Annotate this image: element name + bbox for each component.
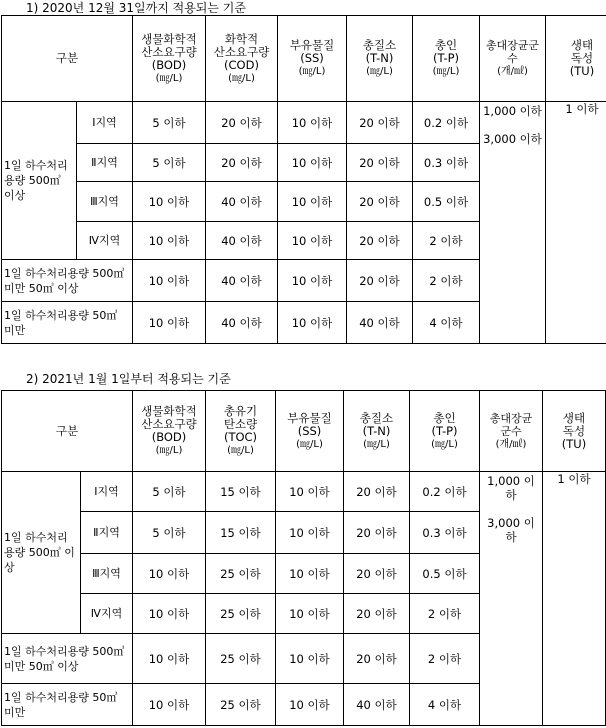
ss-value: 10 이하 — [278, 302, 347, 344]
tp-value: 4 이하 — [410, 684, 480, 726]
header-coliform: 총대장균군 수 (개/㎖) — [480, 16, 546, 102]
zone-label: Ⅳ지역 — [81, 594, 133, 634]
tn-value: 20 이하 — [347, 222, 413, 260]
toc-value: 25 이하 — [206, 684, 276, 726]
tp-value: 2 이하 — [413, 260, 480, 302]
ss-value: 10 이하 — [278, 260, 347, 302]
tp-value: 0.3 이하 — [413, 144, 480, 182]
header-toc: 총유기 탄소량 (TOC) (㎎/L) — [206, 391, 276, 472]
header-tn: 총질소 (T-N) (㎎/L) — [344, 391, 410, 472]
group-label: 1일 하수처리용량 500㎥ 이상 — [2, 472, 81, 634]
tn-value: 20 이하 — [347, 260, 413, 302]
tn-value: 20 이하 — [347, 102, 413, 144]
table-row — [2, 472, 606, 512]
small-capacity-label: 1일 하수처리용량 50㎥ 미만 — [2, 302, 133, 344]
toc-value: 25 이하 — [206, 554, 276, 594]
ss-value: 10 이하 — [278, 102, 347, 144]
bod-value: 10 이하 — [133, 182, 206, 222]
bod-value: 10 이하 — [133, 554, 206, 594]
zone-label: Ⅰ지역 — [77, 102, 133, 144]
ss-value: 10 이하 — [278, 222, 347, 260]
bod-value: 10 이하 — [133, 594, 206, 634]
ss-value: 10 이하 — [278, 144, 347, 182]
tn-value: 40 이하 — [347, 302, 413, 344]
tn-value: 20 이하 — [347, 182, 413, 222]
section2-table — [1, 390, 606, 726]
tp-value: 2 이하 — [413, 222, 480, 260]
header-ss: 부유물질 (SS) (㎎/L) — [278, 16, 347, 102]
mid-capacity-label: 1일 하수처리용량 500㎥ 미만 50㎥ 이상 — [2, 260, 133, 302]
zone-label: Ⅱ지역 — [81, 512, 133, 554]
zone-label: Ⅰ지역 — [81, 472, 133, 512]
bod-value: 10 이하 — [133, 260, 206, 302]
cod-value: 20 이하 — [206, 144, 278, 182]
tp-value: 0.2 이하 — [410, 472, 480, 512]
bod-value: 10 이하 — [133, 684, 206, 726]
tp-value: 4 이하 — [413, 302, 480, 344]
tp-value: 0.5 이하 — [410, 554, 480, 594]
toc-value: 25 이하 — [206, 594, 276, 634]
header-tp: 총인 (T-P) (㎎/L) — [410, 391, 480, 472]
tn-value: 20 이하 — [344, 512, 410, 554]
bod-value: 5 이하 — [133, 102, 206, 144]
header-coliform: 총대장균 군수 (개/㎖) — [480, 391, 543, 472]
bod-value: 5 이하 — [133, 512, 206, 554]
zone-label: Ⅱ지역 — [77, 144, 133, 182]
toc-value: 15 이하 — [206, 472, 276, 512]
tp-value: 0.2 이하 — [413, 102, 480, 144]
cod-value: 20 이하 — [206, 102, 278, 144]
header-tp: 총인 (T-P) (㎎/L) — [413, 16, 480, 102]
ss-value: 10 이하 — [276, 512, 344, 554]
ss-value: 10 이하 — [276, 684, 344, 726]
header-toxicity: 생태 독성 (TU) — [546, 16, 606, 102]
cod-value: 40 이하 — [206, 222, 278, 260]
small-capacity-label: 1일 하수처리용량 50㎥ 미만 — [2, 684, 133, 726]
coliform-value-2: 3,000 이하 — [483, 132, 542, 146]
cod-value: 40 이하 — [206, 260, 278, 302]
tp-value: 2 이하 — [410, 594, 480, 634]
toxicity-value: 1 이하 — [546, 102, 606, 344]
header-toxicity: 생태 독성 (TU) — [543, 391, 606, 472]
header-bod: 생물화학적 산소요구량 (BOD) (㎎/L) — [133, 391, 206, 472]
tn-value: 20 이하 — [344, 634, 410, 684]
header-category: 구분 — [2, 391, 133, 472]
bod-value: 10 이하 — [133, 302, 206, 344]
tp-value: 2 이하 — [410, 634, 480, 684]
coliform-values — [480, 472, 543, 726]
zone-label: Ⅲ지역 — [77, 182, 133, 222]
group-label: 1일 하수처리용량 500㎥ 이상 — [2, 102, 77, 260]
tn-value: 20 이하 — [344, 594, 410, 634]
coliform-value-2: 3,000 이하 — [487, 516, 535, 544]
section2-title: 2) 2021년 1월 1일부터 적용되는 기준 — [26, 372, 231, 386]
tn-value: 20 이하 — [347, 144, 413, 182]
header-bod: 생물화학적 산소요구량 (BOD) (㎎/L) — [133, 16, 206, 102]
tn-value: 20 이하 — [344, 472, 410, 512]
header-ss: 부유물질 (SS) (㎎/L) — [276, 391, 344, 472]
bod-value: 5 이하 — [133, 472, 206, 512]
tp-value: 0.3 이하 — [410, 512, 480, 554]
tn-value: 20 이하 — [344, 554, 410, 594]
header-cod: 화학적 산소요구량 (COD) (㎎/L) — [206, 16, 278, 102]
header-tn: 총질소 (T-N) (㎎/L) — [347, 16, 413, 102]
mid-capacity-label: 1일 하수처리용량 500㎥ 미만 50㎥ 이상 — [2, 634, 133, 684]
table-row — [2, 102, 606, 144]
section1-table — [1, 15, 606, 344]
toc-value: 15 이하 — [206, 512, 276, 554]
header-category: 구분 — [2, 16, 133, 102]
toc-value: 25 이하 — [206, 634, 276, 684]
ss-value: 10 이하 — [276, 472, 344, 512]
tn-value: 40 이하 — [344, 684, 410, 726]
toxicity-value: 1 이하 — [543, 472, 606, 726]
ss-value: 10 이하 — [276, 554, 344, 594]
tp-value: 0.5 이하 — [413, 182, 480, 222]
bod-value: 10 이하 — [133, 634, 206, 684]
section1-title: 1) 2020년 12월 31일까지 적용되는 기준 — [26, 1, 246, 15]
cod-value: 40 이하 — [206, 182, 278, 222]
bod-value: 10 이하 — [133, 222, 206, 260]
zone-label: Ⅲ지역 — [81, 554, 133, 594]
coliform-value-1: 1,000 이하 — [487, 474, 535, 502]
bod-value: 5 이하 — [133, 144, 206, 182]
ss-value: 10 이하 — [276, 594, 344, 634]
ss-value: 10 이하 — [278, 182, 347, 222]
zone-label: Ⅳ지역 — [77, 222, 133, 260]
coliform-values — [480, 102, 546, 344]
cod-value: 40 이하 — [206, 302, 278, 344]
ss-value: 10 이하 — [276, 634, 344, 684]
coliform-value-1: 1,000 이하 — [483, 104, 542, 118]
